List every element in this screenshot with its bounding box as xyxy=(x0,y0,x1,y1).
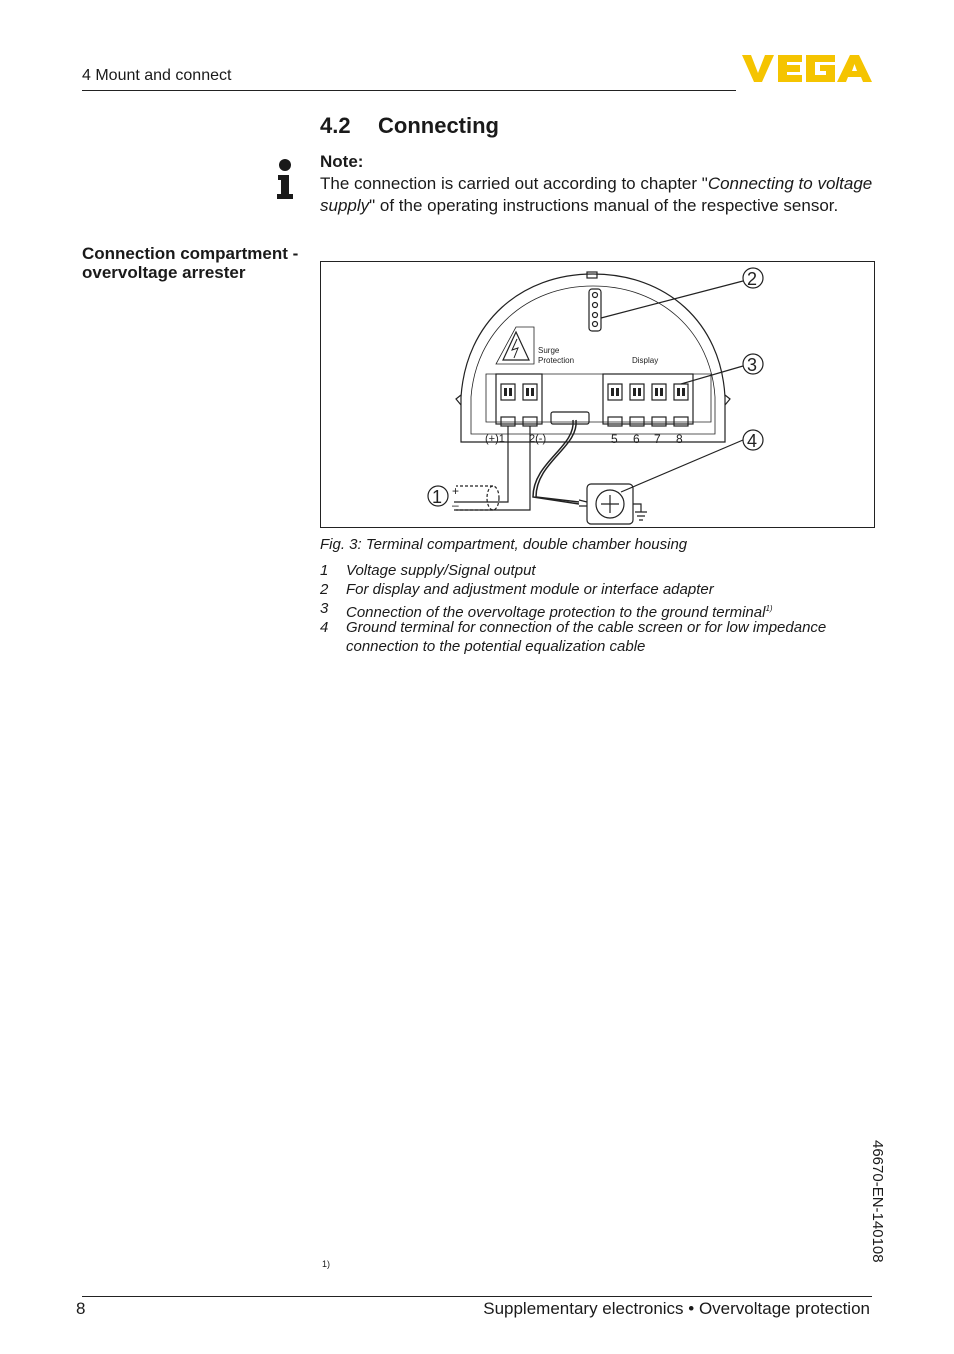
terminal-6-label: 6 xyxy=(633,432,640,446)
note-text-italic: Connecting to voltage supply xyxy=(320,174,873,215)
figure-caption: Fig. 3: Terminal compartment, double chamber housing xyxy=(320,536,688,553)
callout-3: 3 xyxy=(747,355,758,375)
polarity-plus: + xyxy=(452,484,460,498)
note-heading: Note: xyxy=(320,152,364,171)
label-protection: Protection xyxy=(538,356,575,365)
label-surge: Surge xyxy=(538,346,560,355)
note-text-2: " of the operating instructions manual of the respective sensor. xyxy=(369,196,839,215)
section-number: 4.2 xyxy=(320,113,351,138)
legend-number: 4 xyxy=(320,619,329,636)
page-number: 8 xyxy=(76,1299,86,1318)
note-text-1: The connection is carried out according to chapter " xyxy=(320,174,708,193)
note-body xyxy=(320,173,876,217)
terminal-compartment-diagram xyxy=(321,262,874,527)
terminal-7-label: 7 xyxy=(654,432,661,446)
callout-1: 1 xyxy=(432,487,443,507)
terminal-2-label: 2(-) xyxy=(529,433,547,445)
polarity-minus: – xyxy=(452,498,459,512)
footnote-marker: 1) xyxy=(765,604,773,613)
terminal-1-label: (+)1 xyxy=(485,433,505,445)
figure-frame xyxy=(320,261,875,528)
side-label: Connection compartment - overvoltage arrester xyxy=(82,244,299,282)
callout-2: 2 xyxy=(747,269,758,289)
info-icon xyxy=(276,158,294,200)
label-display: Display xyxy=(632,356,659,365)
footer-rule xyxy=(82,1296,872,1297)
legend-number: 2 xyxy=(320,581,329,598)
legend-text: For display and adjustment module or interface adapter xyxy=(346,581,714,598)
callout-4: 4 xyxy=(747,431,758,451)
section-title: Connecting xyxy=(378,113,499,138)
terminal-5-label: 5 xyxy=(611,432,618,446)
vega-logo xyxy=(742,52,872,84)
legend-text: Voltage supply/Signal output xyxy=(346,562,536,579)
legend-number: 1 xyxy=(320,562,329,579)
header-rule xyxy=(82,90,736,91)
footer-title: Supplementary electronics • Overvoltage protection xyxy=(483,1299,870,1318)
legend-text: Ground terminal for connection of the cable screen or for low impedance connection to the potential equalization cable xyxy=(346,619,827,655)
document-id: 46670-EN-140108 xyxy=(869,1140,886,1263)
running-header: 4 Mount and connect xyxy=(82,67,232,84)
terminal-8-label: 8 xyxy=(676,432,683,446)
legend-number: 3 xyxy=(320,600,329,617)
footnote: 1) xyxy=(322,1259,331,1269)
legend-text: Connection of the overvoltage protection to the ground terminal xyxy=(346,604,766,621)
